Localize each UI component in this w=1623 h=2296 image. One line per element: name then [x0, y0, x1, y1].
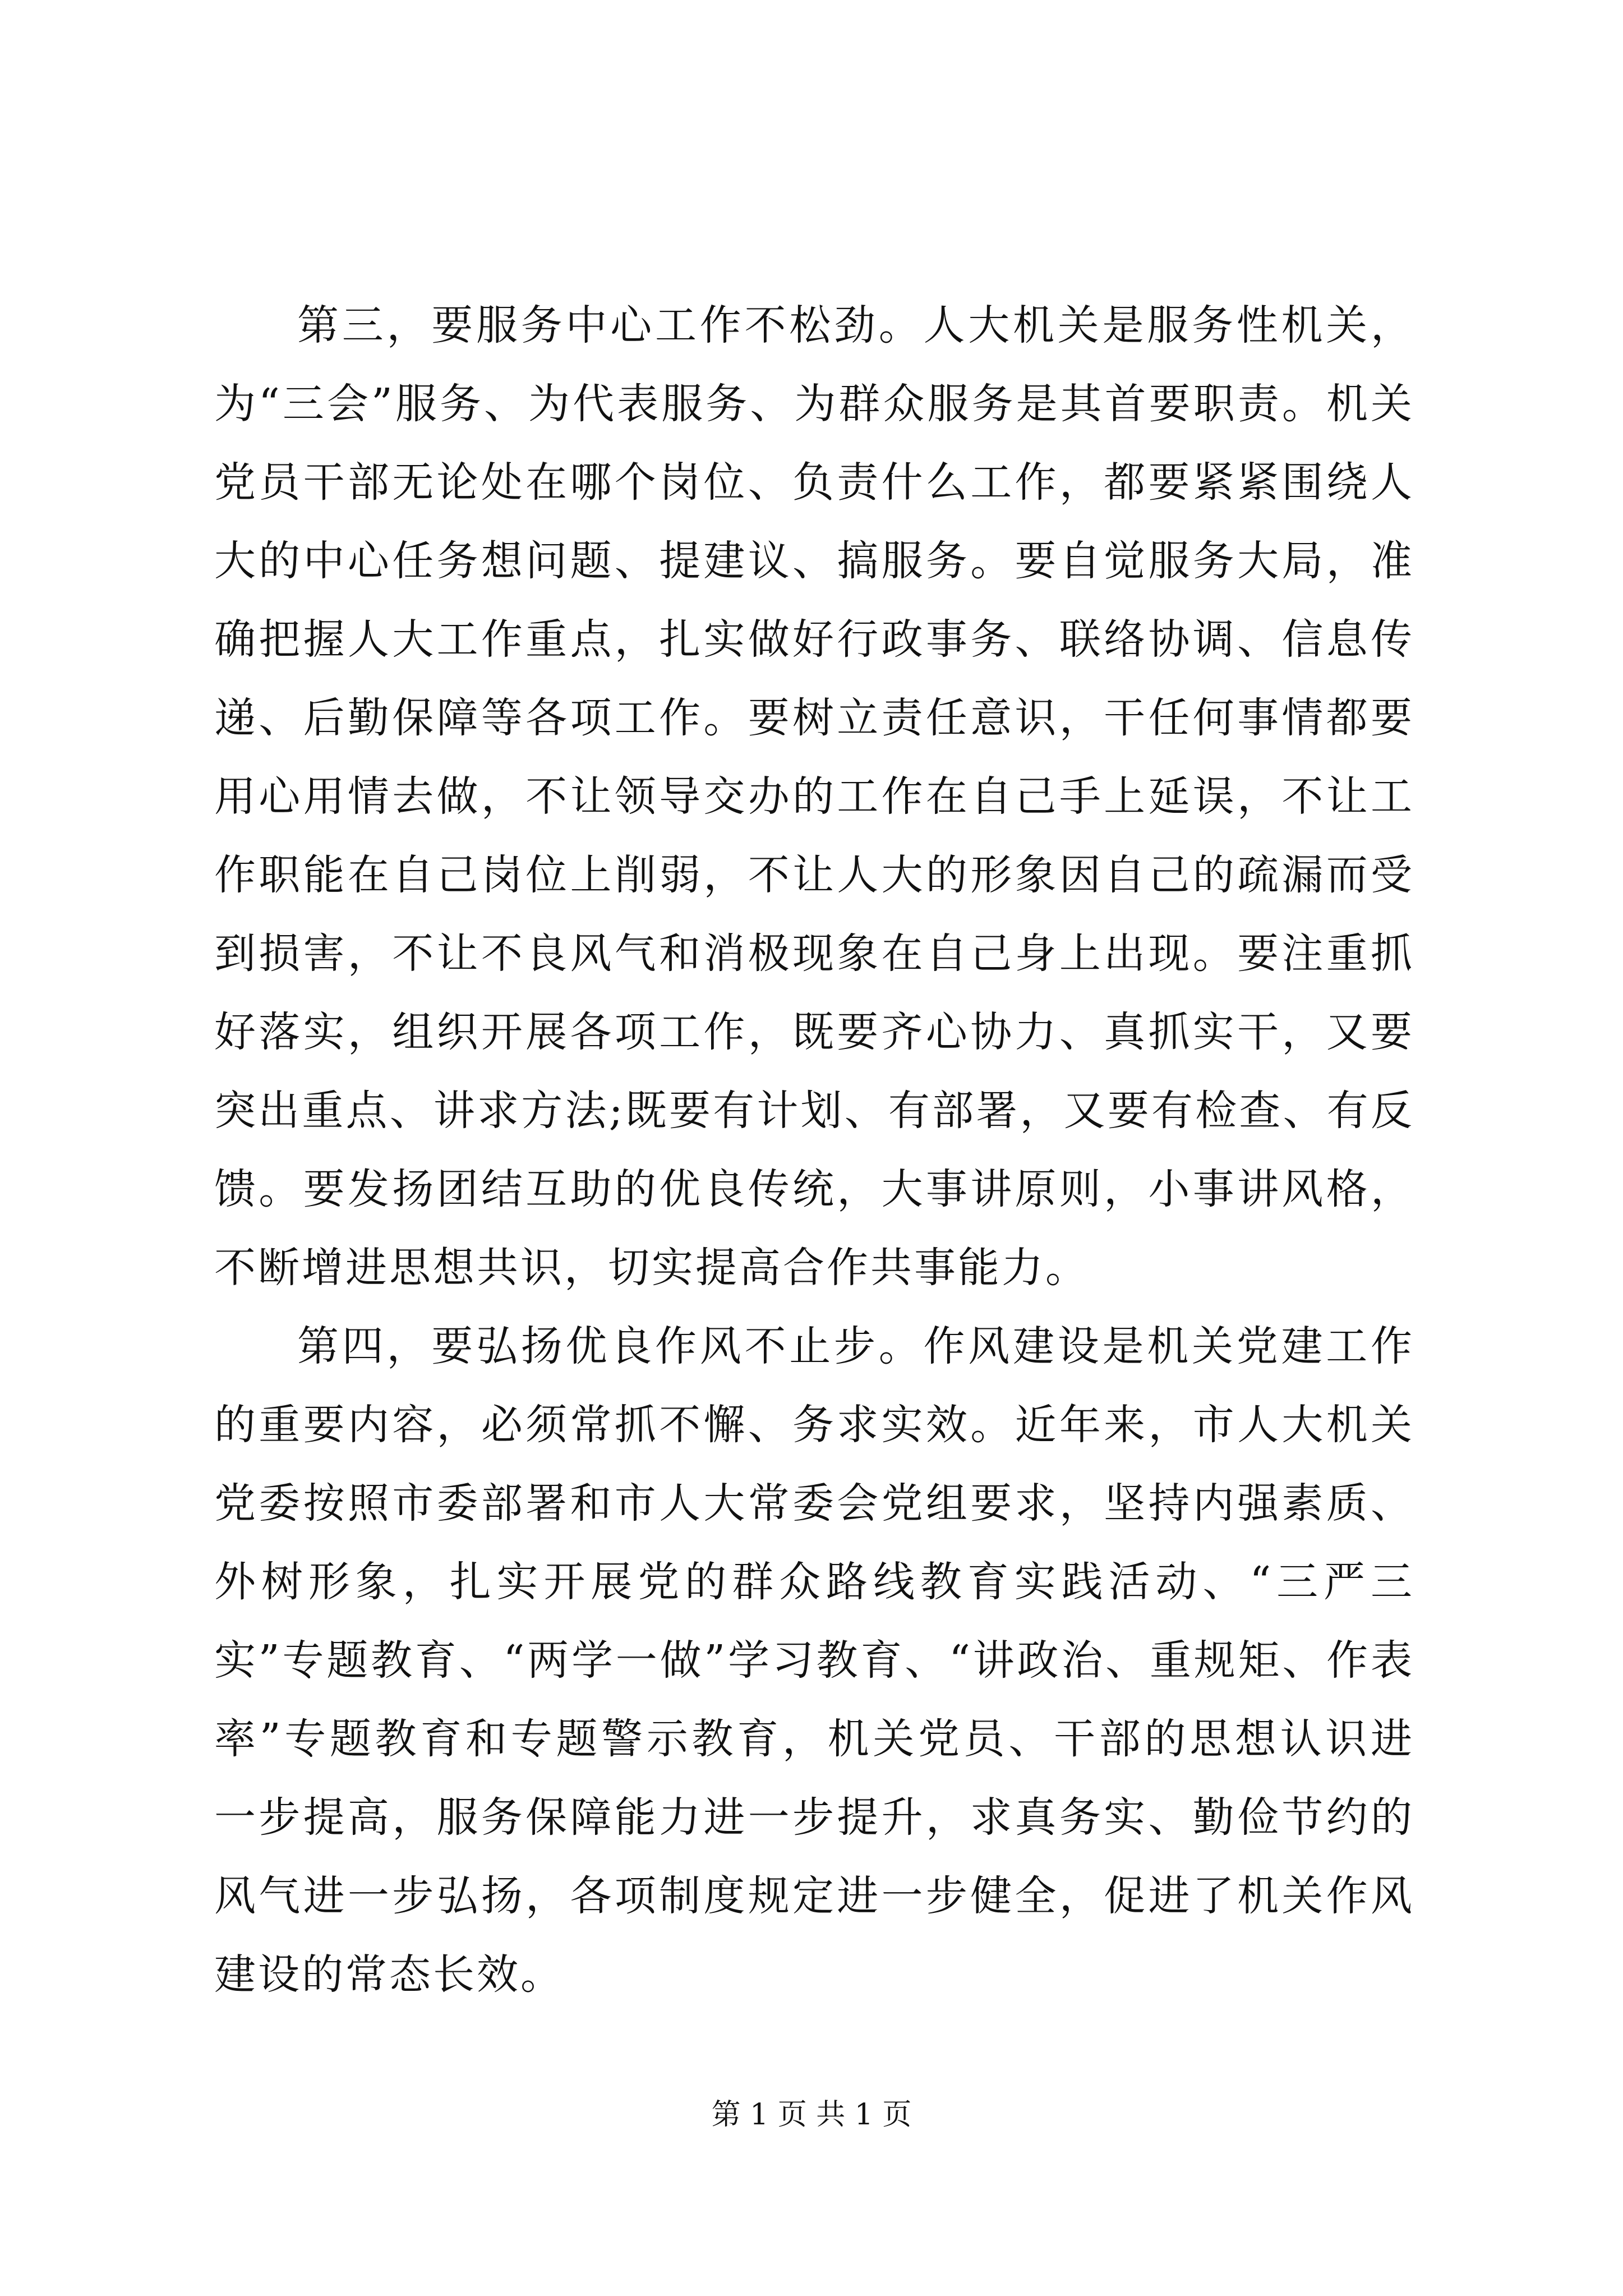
page-footer: 第 1 页 共 1 页 [711, 2098, 912, 2132]
document-body [214, 286, 1414, 2014]
paragraph-third-point: 第三，要服务中心工作不松劲。人大机关是服务性机关，为“三会”服务、为代表服务、为群众服务是其首要职责。机关党员干部无论处在哪个岗位、负责什么工作，都要紧紧围绕人大的中心任务想问题、提建议、搞服务。要自觉服务大局，准确把握人大工作重点，扎实做好行政事务、联络协调、信息传递、后勤保障等各项工作。要树立责任意识，干任何事情都要用心用情去做，不让领导交办的工作在自己手上延误，不让工作职能在自己岗位上削弱，不让人大的形象因自己的疏漏而受到损害，不让不良风气和消极现象在自己身上出现。要注重抓好落实，组织开展各项工作，既要齐心协力、真抓实干，又要突出重点、讲求方法;既要有计划、有部署，又要有检查、有反馈。要发扬团结互助的优良传统，大事讲原则，小事讲风格，不断增进思想共识，切实提高合作共事能力。 [214, 301, 1414, 1292]
paragraph-fourth-point: 第四，要弘扬优良作风不止步。作风建设是机关党建工作的重要内容，必须常抓不懈、务求实效。近年来，市人大机关党委按照市委部署和市人大常委会党组要求，坚持内强素质、外树形象，扎实开展党的群众路线教育实践活动、“三严三实”专题教育、“两学一做”学习教育、“讲政治、重规矩、作表率”专题教育和专题警示教育，机关党员、干部的思想认识进一步提高，服务保障能力进一步提升，求真务实、勤俭节约的风气进一步弘扬，各项制度规定进一步健全，促进了机关作风建设的常态长效。 [214, 1322, 1414, 1999]
